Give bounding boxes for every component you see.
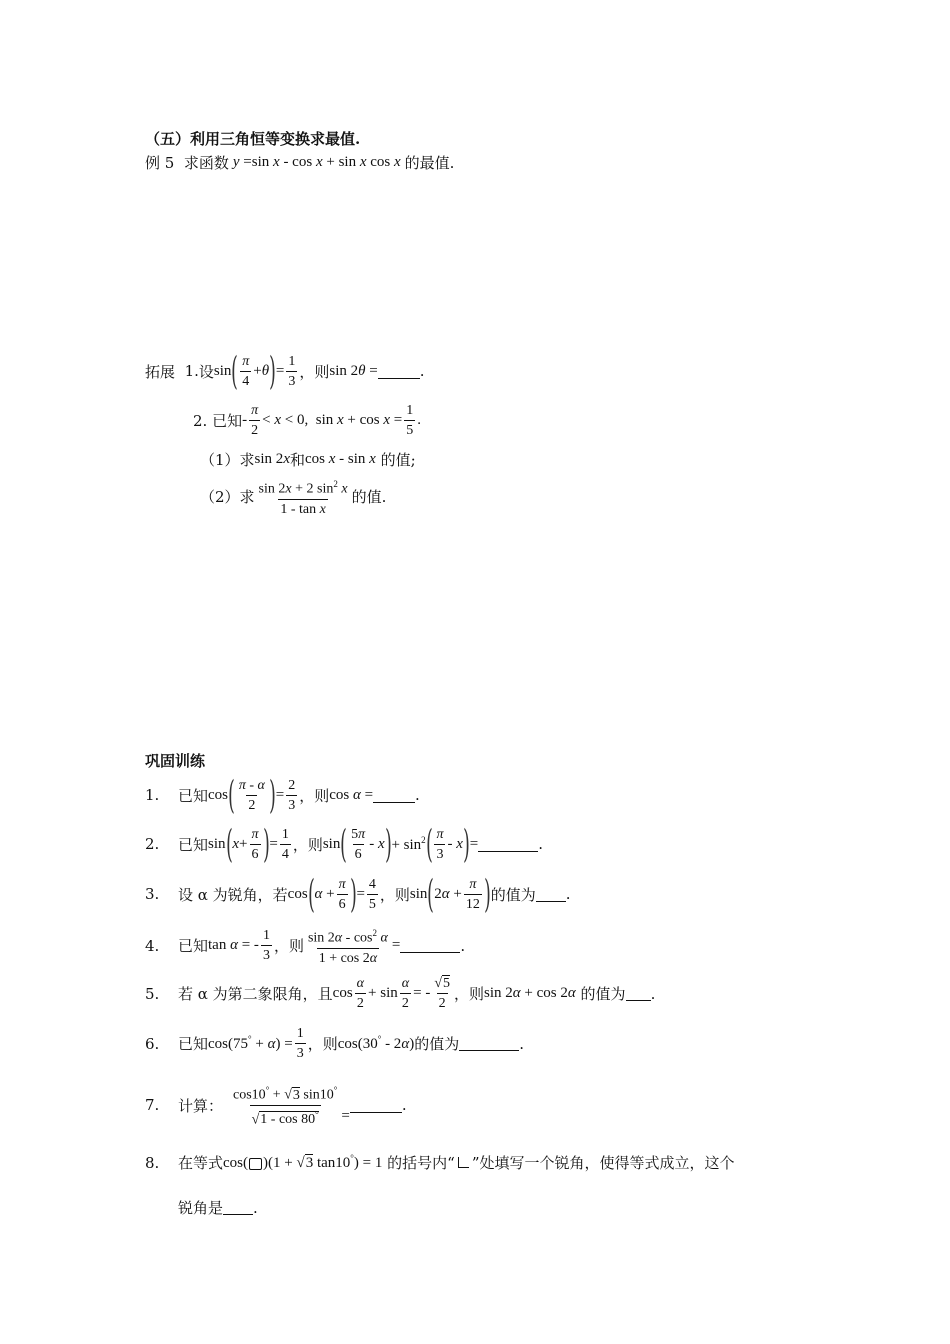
practice-item-3: 3. 设 α 为锐角，若 cos ( α + $\frac{\pi}{6}$ ) = $\frac{4}{5}$ ，则 sin ( 2α + $\frac{\pi}{12}$ ) 的值为 . xyxy=(145,872,571,916)
practice-item-4: 4. 已知 tan α = - $\frac{1}{3}$ ，则 $\frac{\sin 2\alpha - \cos^2 \alpha}{1 + \cos 2\alpha}$ = . xyxy=(145,928,466,966)
section-heading: （五）利用三角恒等变换求最值. xyxy=(145,130,361,148)
practice-item-6: 6. 已知 cos(75° + α) = $\frac{1}{3}$ ，则 cos(30° - 2α) 的值为 . xyxy=(145,1026,524,1061)
extension-q2: 2. 已知 - $\frac{\pi}{2}$ < x < 0, sin x + cos x = $\frac{1}{5}$ . xyxy=(193,403,422,438)
extension-q2-sub1: （1）求 sin 2x 和 cos x - sin x 的值; xyxy=(200,451,416,469)
extension-q2-sub2: （2）求 $\frac{\sin 2x + 2 \sin^2 x}{\text{1 - tan x}}$ 的值. xyxy=(200,479,387,517)
practice-item-1: 1. 已知 cos ( $\frac{\pi - \alpha}{2}$ ) = $\frac{2}{3}$ ，则 cos α = . xyxy=(145,773,420,817)
practice-item-2: 2. 已知 sin ( x + $\frac{\pi}{6}$ ) = $\frac{1}{4}$ ，则 sin ( $\frac{5\pi}{6}$ - x ) + $\sin^2$ ( $\frac{\pi}{3}$ - x ) = . xyxy=(145,822,543,866)
extension-q1: 拓展 1. 设 sin ( $\frac{\pi}{4}$ +θ ) = $\frac{1}{3}$ ，则 sin 2θ = . xyxy=(145,349,425,393)
practice-heading: 巩固训练 xyxy=(145,752,206,770)
practice-item-5: 5. 若 α 为第二象限角，且 cos $\frac{\alpha}{2}$ + sin $\frac{\alpha}{2}$ = - $\frac{√5}{2}$ ，则 sin 2α + cos 2α 的值为 . xyxy=(145,976,656,1011)
example-5: 例 5 求函数 y =sin x - cos x + sin x cos x 的最值. xyxy=(145,154,455,172)
practice-item-7: 7. 计算： $\frac{\cos 10^\circ + √3 \sin 10^\circ}{√1 - \cos 80^\circ}$ = . xyxy=(145,1085,407,1128)
practice-item-8: 8. 在等式 cos( )(1 + √3 tan10°) = 1 的括号内“ ”处填写一个锐角，使得等式成立，这个 xyxy=(145,1153,735,1172)
practice-item-8-line2: 锐角是 . xyxy=(178,1198,258,1217)
